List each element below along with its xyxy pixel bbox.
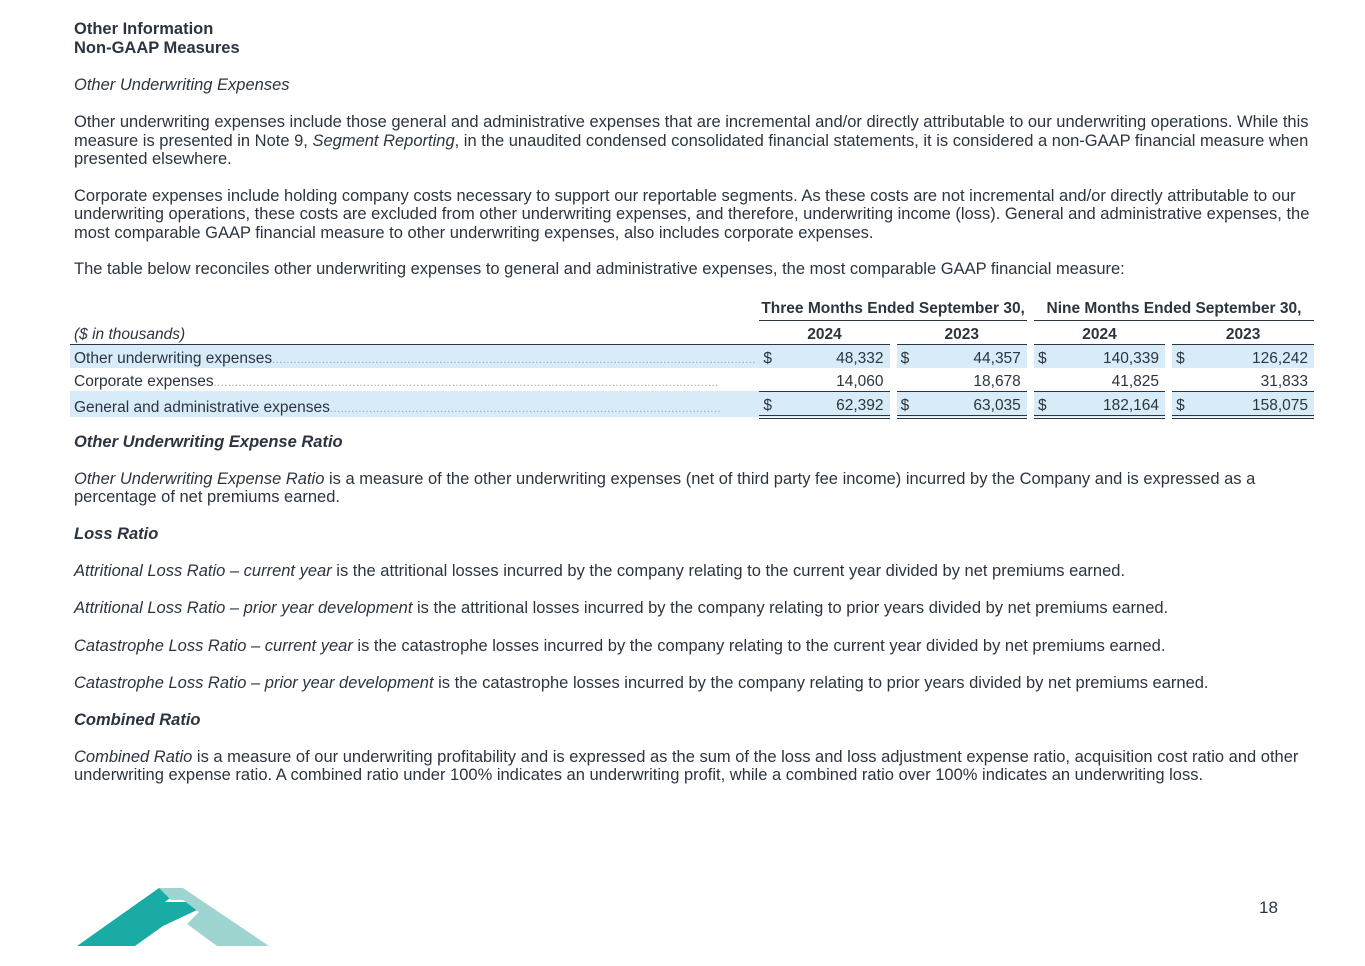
value-cell: 41,825	[1111, 372, 1160, 390]
loss-item: Catastrophe Loss Ratio – current year is the catastrophe losses incurred by the company relating to the current year divided by net premiums earned.	[74, 636, 1166, 655]
loss-item: Attritional Loss Ratio – current year is the attritional losses incurred by the company relating to the current year divided by net premiums earned.	[74, 561, 1126, 580]
table-row-total	[70, 391, 1314, 417]
underwriting-paragraph-1: Other underwriting expenses include those general and administrative expenses that are incremental and/or directly attributable to our underwriting operations. While this measure is presented in Note 9, Segment Reporting, in the unaudited condensed consolidated financial statements, it is considered a non-GAAP financial measure when presented elsewhere.	[74, 113, 1309, 168]
company-logo	[77, 888, 269, 948]
loss-item: Catastrophe Loss Ratio – prior year development is the catastrophe losses incurred by the company relating to prior years divided by net premiums earned.	[74, 674, 1209, 692]
loss-item: Attritional Loss Ratio – prior year development is the attritional losses incurred by the company relating to prior years divided by net premiums earned.	[74, 599, 1169, 617]
value-cell: 158,075	[1190, 391, 1314, 417]
value-cell: 14,060	[836, 372, 884, 390]
group-nine-months: Nine Months Ended September 30,	[1034, 295, 1314, 321]
currency-symbol: $	[759, 391, 776, 417]
table-row	[70, 368, 1314, 392]
section-title: Other Information	[74, 20, 214, 38]
value-cell: 182,164	[1051, 391, 1165, 417]
row-label: Corporate expenses..............................................................................................................................................	[74, 373, 719, 390]
underwriting-paragraph-2: Corporate expenses include holding company costs necessary to support our reportable segments. As these costs are not incremental and/or directly attributable to our underwriting operations, these costs are excluded from other underwriting expenses, and therefore, underwriting income (loss). General and administrative expenses, the most comparable GAAP financial measure to other underwriting expenses, also includes corporate expenses.	[74, 186, 1310, 242]
value-cell: 126,242	[1190, 344, 1314, 368]
currency-symbol: $	[1034, 391, 1051, 417]
loss-heading: Loss Ratio	[74, 524, 159, 543]
group-three-months: Three Months Ended September 30,	[759, 295, 1026, 321]
currency-symbol: $	[897, 344, 914, 368]
reconciliation-table	[70, 295, 1314, 419]
page-content	[74, 20, 1314, 785]
currency-symbol: $	[759, 344, 776, 368]
year-header: 2024	[1034, 320, 1165, 344]
currency-symbol: $	[897, 391, 914, 417]
section-subtitle: Non-GAAP Measures	[74, 39, 240, 57]
value-cell: 48,332	[777, 344, 890, 368]
table-group-header-row	[70, 295, 1314, 321]
underwriting-paragraph-3: The table below reconciles other underwriting expenses to general and administrative expenses, the most comparable GAAP financial measure:	[74, 260, 1125, 278]
table-year-header-row	[70, 320, 1314, 344]
value-cell: 31,833	[1260, 372, 1308, 390]
currency-symbol: $	[1172, 344, 1189, 368]
underwriting-heading: Other Underwriting Expenses	[74, 76, 290, 94]
value-cell: 140,339	[1051, 344, 1165, 368]
combined-paragraph: Combined Ratio is a measure of our underwriting profitability and is expressed as the sum of the loss and loss adjustment expense ratio, acquisition cost ratio and other underwriting expense ratio. A combined ratio under 100% indicates an underwriting profit, while a combined ratio over 100% indicates an underwriting loss.	[74, 747, 1299, 784]
year-header: 2023	[1172, 320, 1314, 344]
row-label: Other underwriting expenses........................................................................................................................................	[70, 344, 756, 368]
value-cell: 63,035	[914, 391, 1027, 417]
row-label: General and administrative expenses..............................................................................................................	[70, 391, 756, 417]
currency-symbol: $	[1034, 344, 1051, 368]
currency-symbol: $	[1172, 391, 1189, 417]
units-label: ($ in thousands)	[70, 320, 756, 344]
table-row	[70, 344, 1314, 368]
year-header: 2024	[759, 320, 889, 344]
combined-heading: Combined Ratio	[74, 710, 201, 729]
value-cell: 44,357	[914, 344, 1027, 368]
value-cell: 18,678	[973, 372, 1021, 390]
page-number: 18	[1259, 898, 1278, 917]
value-cell: 62,392	[777, 391, 890, 417]
year-header: 2023	[897, 320, 1027, 344]
ratio-heading: Other Underwriting Expense Ratio	[74, 432, 343, 451]
ratio-paragraph: Other Underwriting Expense Ratio is a measure of the other underwriting expenses (net of third party fee income) incurred by the Company and is expressed as a percentage of net premiums earned.	[74, 469, 1256, 506]
